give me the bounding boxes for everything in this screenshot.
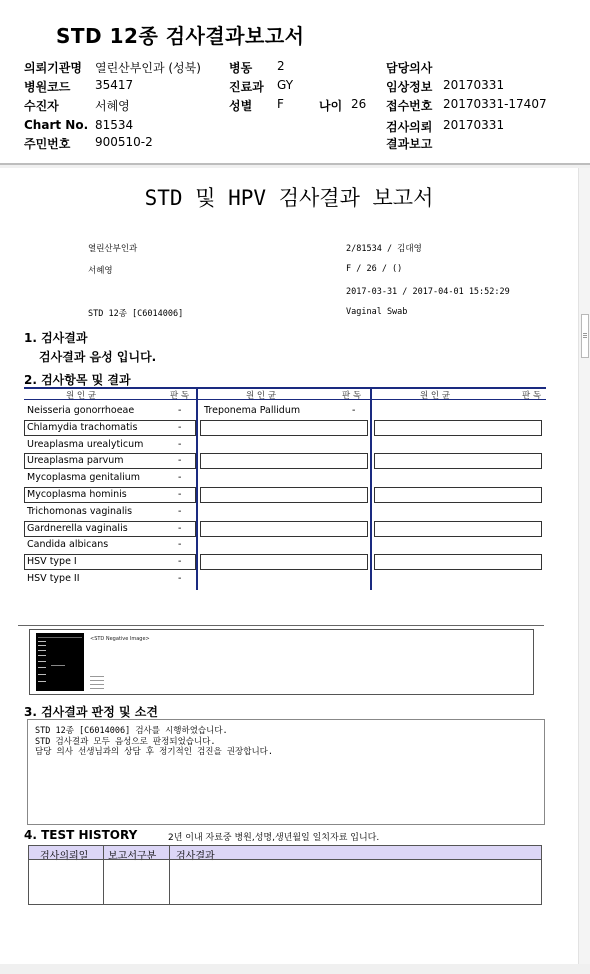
organism-result: - [178, 472, 182, 483]
vertical-scrollbar[interactable] [578, 168, 590, 964]
organism-result: - [178, 556, 182, 567]
header-result: 판 독 [170, 391, 190, 401]
organism-result: - [178, 523, 182, 534]
organism-name: Treponema Pallidum [204, 405, 301, 416]
section-opinion-title: 3. 검사결과 판정 및 소견 [24, 705, 158, 719]
value-clinical-info: 20170331 [443, 78, 505, 92]
empty-result-box [374, 554, 542, 570]
organism-result: - [178, 489, 182, 500]
history-header-result: 검사결과 [169, 845, 542, 860]
table-header-col3 [372, 387, 546, 400]
section-items-title: 2. 검사항목 및 결과 [24, 373, 131, 387]
organism-name: Ureaplasma parvum [27, 455, 124, 466]
history-cell [28, 859, 104, 905]
organism-name: Candida albicans [27, 539, 109, 550]
label-hospital-code: 병원코드 [24, 80, 71, 94]
organism-result: - [178, 539, 182, 550]
label-result-report: 결과보고 [386, 137, 433, 151]
info-specimen: Vaginal Swab [346, 307, 408, 317]
organism-name: Mycoplasma hominis [27, 489, 127, 500]
value-sex: F [277, 97, 284, 111]
column-separator [196, 387, 198, 590]
section-history-title: 4. TEST HISTORY [24, 828, 138, 842]
organism-result: - [178, 439, 182, 450]
section-result-title: 1. 검사결과 [24, 331, 88, 345]
label-sex: 성별 [229, 99, 253, 113]
organism-name: HSV type I [27, 556, 77, 567]
info-dates: 2017-03-31 / 2017-04-01 15:52:29 [346, 287, 510, 297]
empty-result-box [374, 420, 542, 436]
organism-result: - [178, 422, 182, 433]
organism-name: Ureaplasma urealyticum [27, 439, 144, 450]
column-separator [370, 387, 372, 590]
value-clinic: 열린산부인과 (성북) [95, 61, 201, 75]
value-age: 26 [351, 97, 367, 111]
empty-result-box [374, 487, 542, 503]
organism-result: - [178, 455, 182, 466]
report-document [0, 168, 578, 964]
header-organism: 원 인 균 [420, 391, 451, 401]
gel-image-frame [29, 629, 534, 695]
value-hospital-code: 35417 [95, 78, 134, 92]
info-chart-doctor: 2/81534 / 김대영 [346, 244, 422, 254]
info-sex-age: F / 26 / () [346, 264, 403, 274]
value-receipt-no: 20170331-17407 [443, 97, 547, 111]
empty-result-box [200, 487, 368, 503]
value-chart-no: 81534 [95, 118, 134, 132]
label-clinic: 의뢰기관명 [24, 61, 82, 75]
history-cell [169, 859, 542, 905]
organism-name: Chlamydia trachomatis [27, 422, 138, 433]
header-organism: 원 인 균 [246, 391, 277, 401]
page-title: STD 12종 검사결과보고서 [56, 24, 305, 48]
history-header-type: 보고서구분 [103, 845, 170, 860]
gel-electrophoresis-image [36, 633, 84, 691]
history-header-date: 검사의뢰일 [28, 845, 104, 860]
organism-name: Gardnerella vaginalis [27, 523, 128, 534]
label-chart-no: Chart No. [24, 118, 89, 132]
label-department: 진료과 [229, 80, 264, 94]
empty-result-box [200, 521, 368, 537]
label-age: 나이 [319, 99, 343, 113]
opinion-line: STD 검사결과 모두 음성으로 판정되었습니다. [35, 736, 216, 747]
value-ward: 2 [277, 59, 285, 73]
section-divider [18, 625, 544, 626]
header-organism: 원 인 균 [66, 391, 97, 401]
value-request-date: 20170331 [443, 118, 505, 132]
organism-result: - [178, 573, 182, 584]
organism-name: HSV type II [27, 573, 80, 584]
organism-name: Mycoplasma genitalium [27, 472, 141, 483]
header-divider [0, 163, 590, 165]
scrollbar-thumb[interactable] [581, 314, 589, 358]
value-resident-no: 900510-2 [95, 135, 153, 149]
empty-result-box [200, 453, 368, 469]
label-doctor: 담당의사 [386, 61, 433, 75]
report-header [0, 0, 590, 163]
header-result: 판 독 [522, 391, 542, 401]
value-department: GY [277, 78, 294, 92]
organism-result: - [178, 405, 182, 416]
empty-result-box [200, 554, 368, 570]
opinion-line: 담당 의사 선생님과의 상담 후 정기적인 검진을 권장합니다. [35, 747, 274, 757]
history-cell [103, 859, 170, 905]
label-patient: 수진자 [24, 99, 59, 113]
result-summary: 검사결과 음성 입니다. [39, 350, 157, 364]
table-header-col2 [198, 387, 370, 400]
report-title: STD 및 HPV 검사결과 보고서 [144, 186, 434, 210]
organism-name: Neisseria gonorrhoeae [27, 405, 135, 416]
organism-name: Trichomonas vaginalis [27, 506, 133, 517]
organism-result: - [352, 405, 356, 416]
label-request-date: 검사의뢰 [386, 120, 433, 134]
empty-result-box [374, 521, 542, 537]
header-result: 판 독 [342, 391, 362, 401]
opinion-box [27, 719, 545, 825]
label-clinical-info: 임상정보 [386, 80, 433, 94]
label-resident-no: 주민번호 [24, 137, 71, 151]
label-ward: 병동 [229, 61, 253, 75]
info-test: STD 12종 [C6014006] [88, 309, 184, 319]
opinion-line: STD 12종 [C6014006] 검사를 시행하였습니다. [35, 726, 228, 736]
info-clinic: 열린산부인과 [88, 244, 138, 254]
history-note: 2년 이내 자료중 병원,성명,생년월일 일치자료 입니다. [168, 833, 380, 843]
empty-result-box [374, 453, 542, 469]
label-receipt-no: 접수번호 [386, 99, 433, 113]
table-header-col1 [24, 387, 196, 400]
empty-result-box [200, 420, 368, 436]
organism-result: - [178, 506, 182, 517]
info-patient: 서혜영 [88, 266, 113, 276]
gel-caption: <STD Negative Image> [90, 636, 150, 642]
value-patient: 서혜영 [95, 99, 130, 113]
